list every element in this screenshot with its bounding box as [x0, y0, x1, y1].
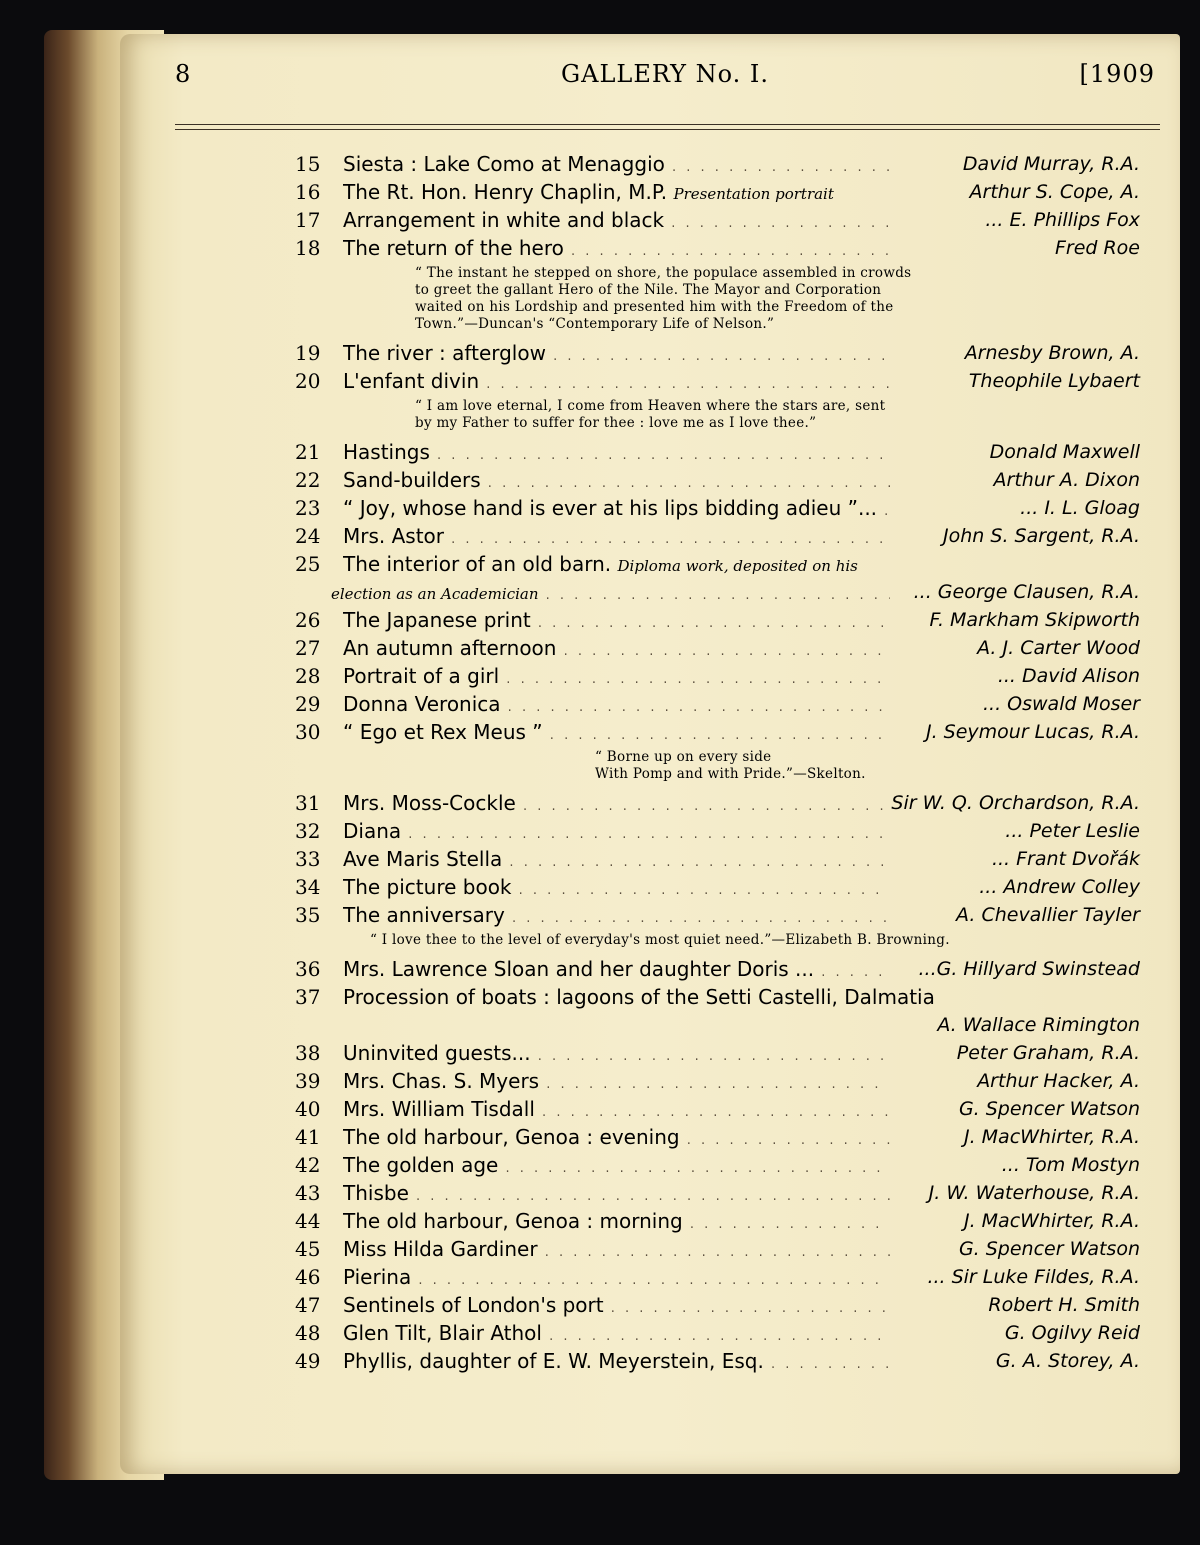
- entry-title: The old harbour, Genoa : morning . . .: [343, 1207, 890, 1239]
- entry-number: 49: [295, 1349, 321, 1373]
- list-item: [295, 1263, 1140, 1291]
- entry-artist: A. Wallace Rimington: [937, 1014, 1140, 1036]
- entry-artist: Robert H. Smith: [988, 1294, 1140, 1316]
- list-item: [295, 494, 1140, 522]
- entry-number: 25: [295, 552, 321, 576]
- entry-number: 16: [295, 180, 321, 204]
- entry-artist: G. Spencer Watson: [958, 1098, 1140, 1120]
- entry-number: 21: [295, 440, 321, 464]
- entry-title: Miss Hilda Gardiner . . .: [343, 1235, 890, 1267]
- entry-artist: Arthur Hacker, A.: [977, 1070, 1140, 1092]
- entry-title: “ Ego et Rex Meus ” . . .: [343, 718, 890, 750]
- list-item: [295, 1319, 1140, 1347]
- quotation: [595, 749, 1140, 783]
- entry-title: Sentinels of London's port . . .: [343, 1291, 890, 1323]
- list-item: [295, 1291, 1140, 1319]
- entry-artist: J. Seymour Lucas, R.A.: [925, 721, 1140, 743]
- entry-artist: G. A. Storey, A.: [995, 1350, 1140, 1372]
- entry-number: 37: [295, 985, 321, 1009]
- list-item: [295, 339, 1140, 367]
- entry-number: 30: [295, 720, 321, 744]
- entry-title: “ Joy, whose hand is ever at his lips bidding adieu ”... . . .: [343, 494, 890, 526]
- entry-number: 35: [295, 903, 321, 927]
- entry-title: The Rt. Hon. Henry Chaplin, M.P. Presentation portrait: [343, 180, 834, 204]
- list-item: [295, 1095, 1140, 1123]
- list-item: [295, 1235, 1140, 1263]
- list-item: [295, 901, 1140, 929]
- quotation-line: “ The instant he stepped on shore, the populace assembled in crowds: [415, 265, 912, 281]
- entry-title: Hastings . . .: [343, 438, 890, 470]
- entry-number: 47: [295, 1293, 321, 1317]
- list-item: [295, 522, 1140, 550]
- entry-number: 39: [295, 1069, 321, 1093]
- entry-artist: ... Sir Luke Fildes, R.A.: [927, 1266, 1140, 1288]
- entry-artist: G. Ogilvy Reid: [1004, 1322, 1140, 1344]
- entry-title: The interior of an old barn. Diploma work, deposited on his: [343, 552, 858, 576]
- entry-artist: David Murray, R.A.: [962, 153, 1140, 175]
- header-rule: [175, 129, 1160, 130]
- entry-title: Mrs. Chas. S. Myers . . .: [343, 1067, 890, 1099]
- entry-artist: Peter Graham, R.A.: [956, 1042, 1140, 1064]
- entry-artist: ... Frant Dvořák: [991, 848, 1140, 870]
- page-number: 8: [175, 60, 192, 88]
- list-item: [295, 1207, 1140, 1235]
- catalogue-entries: [295, 150, 1140, 1375]
- list-item: [295, 606, 1140, 634]
- entry-title: Ave Maris Stella . . .: [343, 845, 890, 877]
- list-item: [295, 634, 1140, 662]
- entry-number: 15: [295, 152, 321, 176]
- quotation: [415, 265, 1140, 333]
- entry-number: 40: [295, 1097, 321, 1121]
- entry-artist: ... I. L. Gloag: [1020, 497, 1140, 519]
- entry-title: The Japanese print . . .: [343, 606, 890, 638]
- entry-number: 31: [295, 791, 321, 815]
- entry-title: The golden age . . .: [343, 1151, 890, 1183]
- entry-number: 17: [295, 208, 321, 232]
- entry-title: Pierina . . .: [343, 1263, 890, 1295]
- quotation: [370, 932, 1140, 949]
- entry-number: 41: [295, 1125, 321, 1149]
- entry-artist: Arthur A. Dixon: [993, 469, 1140, 491]
- entry-artist: ... Peter Leslie: [1005, 820, 1140, 842]
- page-header: [175, 60, 1155, 100]
- list-item: [295, 1123, 1140, 1151]
- list-item: [295, 1039, 1140, 1067]
- entry-number: 43: [295, 1181, 321, 1205]
- entry-number: 22: [295, 468, 321, 492]
- quotation: [415, 398, 1140, 432]
- entry-title: Sand-builders . . .: [343, 466, 890, 498]
- quotation-line: to greet the gallant Hero of the Nile. The Mayor and Corporation: [415, 282, 882, 298]
- list-item: [295, 983, 1140, 1011]
- list-item: [295, 1179, 1140, 1207]
- entry-number: 34: [295, 875, 321, 899]
- entry-number: 29: [295, 692, 321, 716]
- entry-title: Uninvited guests... . . .: [343, 1039, 890, 1071]
- entry-number: 42: [295, 1153, 321, 1177]
- entry-title: Siesta : Lake Como at Menaggio . . .: [343, 150, 890, 182]
- entry-number: 36: [295, 957, 321, 981]
- entry-title: The return of the hero . . .: [343, 234, 890, 266]
- entry-title: The anniversary . . .: [343, 901, 890, 933]
- list-item: [295, 789, 1140, 817]
- list-item: [295, 718, 1140, 746]
- entry-artist: Arnesby Brown, A.: [964, 342, 1140, 364]
- list-item: [295, 817, 1140, 845]
- entry-note: Diploma work, deposited on his: [617, 557, 858, 575]
- list-item: [295, 466, 1140, 494]
- entry-number: 33: [295, 847, 321, 871]
- quotation-line: waited on his Lordship and presented him with the Freedom of the: [415, 299, 894, 315]
- list-item: [295, 578, 1140, 606]
- list-item: [295, 1151, 1140, 1179]
- header-rule: [175, 124, 1160, 125]
- entry-title: Portrait of a girl . . .: [343, 662, 890, 694]
- entry-artist: Donald Maxwell: [989, 441, 1140, 463]
- entry-number: 26: [295, 608, 321, 632]
- entry-title: The old harbour, Genoa : evening . . .: [343, 1123, 890, 1155]
- entry-title: Phyllis, daughter of E. W. Meyerstein, Esq. . . .: [343, 1347, 890, 1379]
- entry-artist: ... Tom Mostyn: [1001, 1154, 1140, 1176]
- list-item: [295, 438, 1140, 466]
- entry-artist: Fred Roe: [1054, 237, 1140, 259]
- quotation-line: “ I am love eternal, I come from Heaven where the stars are, sent: [415, 398, 886, 414]
- entry-number: 27: [295, 636, 321, 660]
- entry-number: 18: [295, 236, 321, 260]
- quotation-line: “ Borne up on every side: [595, 749, 772, 765]
- list-item: [295, 1067, 1140, 1095]
- entry-artist: ... E. Phillips Fox: [985, 209, 1140, 231]
- entry-number: 20: [295, 369, 321, 393]
- list-item: [295, 150, 1140, 178]
- entry-artist: John S. Sargent, R.A.: [943, 525, 1140, 547]
- quotation-line: Town.”—Duncan's “Contemporary Life of Nelson.”: [415, 316, 775, 332]
- entry-title: An autumn afternoon . . .: [343, 634, 890, 666]
- entry-number: 45: [295, 1237, 321, 1261]
- entry-artist: A. Chevallier Tayler: [956, 904, 1140, 926]
- entry-artist: Arthur S. Cope, A.: [969, 181, 1140, 203]
- list-item: [295, 690, 1140, 718]
- entry-artist: J. MacWhirter, R.A.: [963, 1126, 1140, 1148]
- entry-title: Donna Veronica . . .: [343, 690, 890, 722]
- entry-number: 24: [295, 524, 321, 548]
- entry-number: 44: [295, 1209, 321, 1233]
- entry-number: 38: [295, 1041, 321, 1065]
- entry-title: The river : afterglow . . .: [343, 339, 890, 371]
- list-item: [295, 1011, 1140, 1039]
- entry-number: 46: [295, 1265, 321, 1289]
- quotation-line: “ I love thee to the level of everyday's most quiet need.”—Elizabeth B. Browning.: [370, 932, 950, 948]
- entry-artist: F. Markham Skipworth: [929, 609, 1140, 631]
- list-item: [295, 550, 1140, 578]
- list-item: [295, 206, 1140, 234]
- entry-artist: Sir W. Q. Orchardson, R.A.: [891, 792, 1140, 814]
- entry-number: 28: [295, 664, 321, 688]
- entry-title: Diana . . .: [343, 817, 890, 849]
- entry-title: Procession of boats : lagoons of the Setti Castelli, Dalmatia: [343, 985, 935, 1009]
- entry-artist: G. Spencer Watson: [958, 1238, 1140, 1260]
- list-item: [295, 367, 1140, 395]
- list-item: [295, 955, 1140, 983]
- entry-artist: ...G. Hillyard Swinstead: [918, 958, 1140, 980]
- list-item: [295, 178, 1140, 206]
- list-item: [295, 873, 1140, 901]
- entry-title: Mrs. Astor . . .: [343, 522, 890, 554]
- entry-note: election as an Academician: [331, 585, 539, 603]
- entry-number: 19: [295, 341, 321, 365]
- quotation-line: by my Father to suffer for thee : love me as I love thee.”: [415, 415, 817, 431]
- entry-artist: J. W. Waterhouse, R.A.: [928, 1182, 1140, 1204]
- entry-title: Thisbe . . .: [343, 1179, 890, 1211]
- entry-title: Glen Tilt, Blair Athol . . .: [343, 1319, 890, 1351]
- entry-artist: Theophile Lybaert: [968, 370, 1140, 392]
- quotation-line: With Pomp and with Pride.”—Skelton.: [595, 766, 866, 782]
- entry-number: 32: [295, 819, 321, 843]
- list-item: [295, 1347, 1140, 1375]
- entry-artist: ... George Clausen, R.A.: [913, 581, 1140, 603]
- entry-title: Mrs. William Tisdall . . .: [343, 1095, 890, 1127]
- entry-title: L'enfant divin . . .: [343, 367, 890, 399]
- entry-number: 23: [295, 496, 321, 520]
- entry-artist: ... Andrew Colley: [979, 876, 1140, 898]
- entry-artist: A. J. Carter Wood: [977, 637, 1140, 659]
- entry-title: Mrs. Lawrence Sloan and her daughter Doris ... . . .: [343, 955, 890, 987]
- entry-artist: J. MacWhirter, R.A.: [963, 1210, 1140, 1232]
- entry-artist: ... David Alison: [997, 665, 1140, 687]
- entry-note: Presentation portrait: [673, 185, 834, 203]
- page-year: [1909: [1079, 60, 1155, 88]
- list-item: [295, 662, 1140, 690]
- entry-title: Arrangement in white and black . . .: [343, 206, 890, 238]
- entry-title: Mrs. Moss-Cockle . . .: [343, 789, 890, 821]
- entry-number: 48: [295, 1321, 321, 1345]
- page-title: GALLERY No. I.: [560, 60, 770, 88]
- entry-title: The picture book . . .: [343, 873, 890, 905]
- list-item: [295, 845, 1140, 873]
- entry-artist: ... Oswald Moser: [983, 693, 1140, 715]
- list-item: [295, 234, 1140, 262]
